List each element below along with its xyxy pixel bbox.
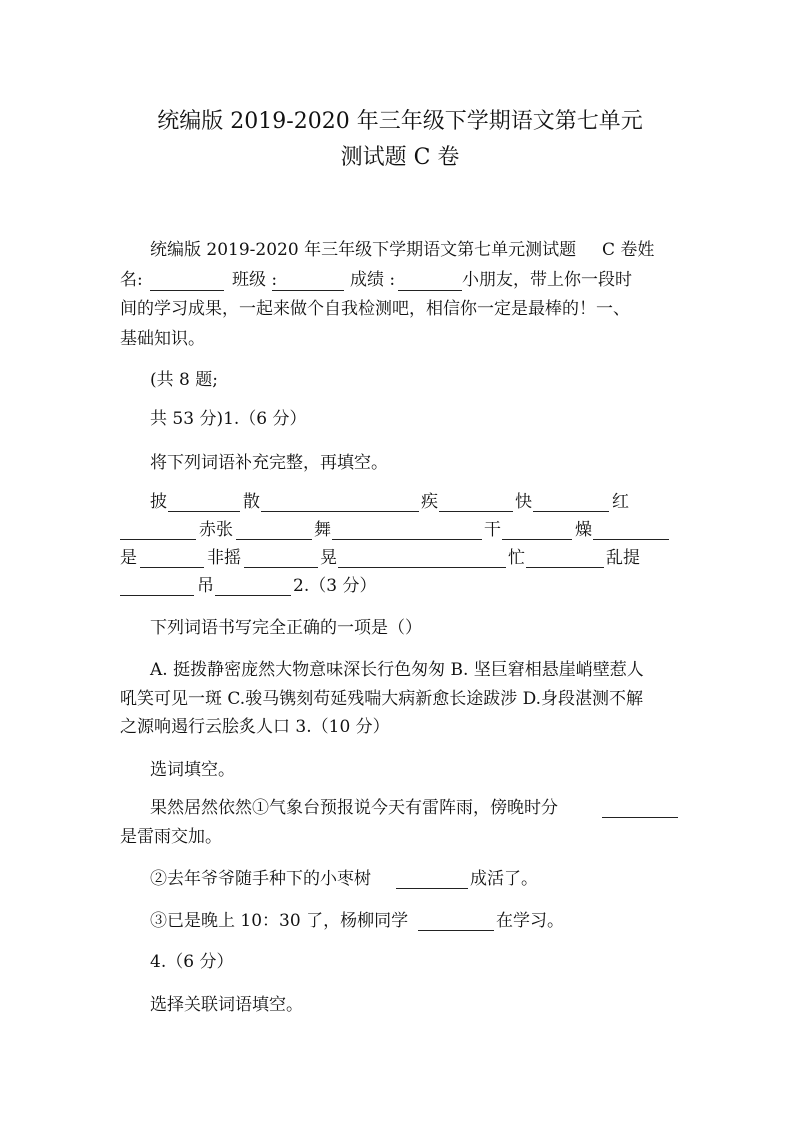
q1-r2-char: 燥 (575, 520, 592, 540)
q1-r3-char: 忙 (508, 548, 525, 568)
q1-r4-blank[interactable] (120, 595, 194, 596)
intro-line1: 统编版 2019-2020 年三年级下学期语文第七单元测试题 (150, 240, 577, 260)
q1-r1-char: 快 (515, 492, 532, 512)
name-label: 名: (120, 270, 143, 290)
q1-r2-blank[interactable] (593, 539, 669, 540)
q1-r2-blank[interactable] (332, 539, 482, 540)
q2-options-line2: 吼笑可见一斑 C.骏马镌刻苟延残喘大病新愈长途跋涉 D.身段湛测不解 (120, 689, 644, 709)
q1-r1-char: 散 (243, 492, 260, 512)
q3-sentence2-tail: 成活了。 (470, 869, 538, 889)
q1-r2-char: 赤张 (199, 520, 233, 540)
q3-sentence2: ②去年爷爷随手种下的小枣树 (150, 869, 371, 889)
q1-r3-blank[interactable] (526, 567, 604, 568)
q3-sentence1-blank[interactable] (602, 817, 678, 818)
q1-r3-blank[interactable] (244, 567, 318, 568)
section-score-q1-header: 共 53 分)1.（6 分） (150, 409, 307, 429)
q4-instruction: 选择关联词语填空。 (150, 995, 303, 1015)
q3-sentence3-tail: 在学习。 (496, 911, 564, 931)
intro-line1-tail: C 卷姓 (602, 240, 655, 260)
q1-instruction: 将下列词语补充完整，再填空。 (150, 453, 388, 473)
q1-r3-blank[interactable] (338, 567, 506, 568)
q1-r2-blank[interactable] (120, 539, 196, 540)
q1-r1-blank[interactable] (439, 511, 513, 512)
q1-r2-char: 干 (484, 520, 501, 540)
score-blank[interactable] (398, 290, 462, 291)
q3-sentence3: ③已是晚上 10：30 了，杨柳同学 (150, 911, 409, 931)
intro-line3: 间的学习成果，一起来做个自我检测吧，相信你一定是最棒的！一、 (120, 299, 630, 319)
q2-header: 2.（3 分） (293, 576, 377, 596)
q2-options-line3: 之源响遏行云脍炙人口 3.（10 分） (120, 717, 390, 737)
q3-sentence1: 果然居然依然①气象台预报说今天有雷阵雨，傍晚时分 (150, 798, 558, 818)
q3-sentence2-blank[interactable] (396, 888, 468, 889)
q1-r1-char: 披 (150, 492, 167, 512)
document-title-line2: 测试题 C 卷 (340, 145, 460, 170)
q1-r2-blank[interactable] (502, 539, 572, 540)
q1-r4-char: 吊 (197, 576, 214, 596)
q3-sentence3-blank[interactable] (418, 930, 494, 931)
q1-r2-char: 舞 (314, 520, 331, 540)
q1-r1-char: 红 (612, 492, 629, 512)
q1-r3-char: 乱提 (606, 548, 640, 568)
q1-r1-char: 疾 (421, 492, 438, 512)
q1-r3-char: 非摇 (207, 548, 241, 568)
q1-r4-blank[interactable] (215, 595, 291, 596)
class-label: 班级 : (232, 270, 278, 290)
class-blank[interactable] (272, 290, 344, 291)
q1-r2-blank[interactable] (236, 539, 312, 540)
q3-instruction: 选词填空。 (150, 760, 235, 780)
q2-instruction: 下列词语书写完全正确的一项是（） (150, 618, 422, 638)
q1-r1-blank[interactable] (533, 511, 609, 512)
q1-r3-char: 是 (120, 548, 137, 568)
q1-r1-blank[interactable] (168, 511, 240, 512)
q2-options-line1: A. 挺拨静密庞然大物意味深长行色匆匆 B. 坚巨窘相悬崖峭壁惹人 (150, 660, 644, 680)
document-title-line1: 统编版 2019-2020 年三年级下学期语文第七单元 (157, 109, 643, 134)
intro-line4: 基础知识。 (120, 329, 205, 349)
q1-r3-blank[interactable] (140, 567, 204, 568)
intro-line2-tail: 小朋友，带上你一段时 (462, 270, 632, 290)
q4-header: 4.（6 分） (150, 952, 234, 972)
q1-r3-char: 晃 (320, 548, 337, 568)
q1-r1-blank[interactable] (261, 511, 419, 512)
q3-sentence1-tail: 是雷雨交加。 (120, 827, 222, 847)
name-blank[interactable] (150, 290, 224, 291)
section-question-count: (共 8 题; (150, 370, 218, 390)
score-label: 成绩 : (350, 270, 396, 290)
